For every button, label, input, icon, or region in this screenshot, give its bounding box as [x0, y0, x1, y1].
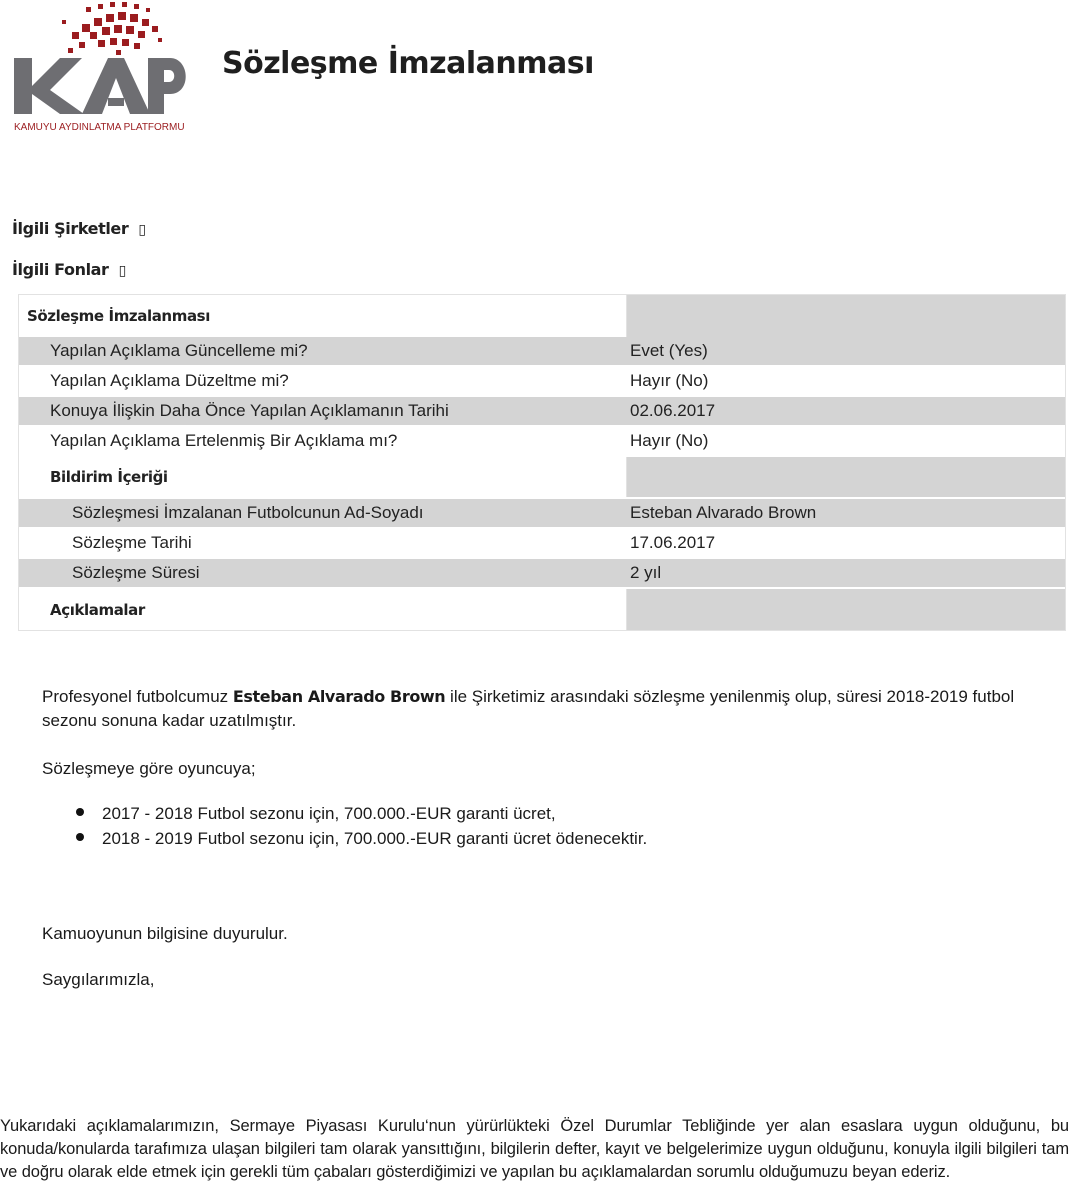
section-header-row — [19, 457, 1065, 497]
row-label: Konuya İlişkin Daha Önce Yapılan Açıklamanın Tarihi — [50, 401, 449, 420]
row-value: 02.06.2017 — [630, 401, 716, 420]
row-label: Sözleşmesi İmzalanan Futbolcunun Ad-Soyadı — [72, 503, 424, 522]
logo-subtitle: KAMUYU AYDINLATMA PLATFORMU — [14, 122, 185, 133]
row-value: Esteban Alvarado Brown — [630, 503, 817, 522]
table-row — [19, 397, 1065, 425]
row-label: Yapılan Açıklama Güncelleme mi? — [50, 341, 308, 360]
row-label: Sözleşme Süresi — [72, 563, 200, 582]
disclosure-detail-table — [18, 294, 1066, 631]
row-value: Evet (Yes) — [630, 341, 708, 360]
table-row — [19, 529, 1065, 557]
remarks-section-title: Açıklamalar — [50, 600, 145, 619]
table-row — [19, 499, 1065, 527]
content-section-title: Bildirim İçeriği — [50, 468, 168, 486]
section-value-cell — [626, 295, 1065, 337]
row-label: Yapılan Açıklama Ertelenmiş Bir Açıklama mı? — [50, 431, 398, 450]
row-value: Hayır (No) — [630, 431, 709, 450]
payment-list — [76, 801, 647, 851]
player-name: Esteban Alvarado Brown — [232, 687, 446, 706]
section-value-cell — [626, 589, 1065, 630]
list-item: 2017 - 2018 Futbol sezonu için, 700.000.-EUR garanti ücret, — [76, 801, 647, 826]
table-row — [19, 367, 1065, 395]
paragraph-text: Kamuoyunun bilgisine duyurulur. — [42, 924, 288, 943]
table-row — [19, 427, 1065, 455]
related-funds-toggle[interactable] — [12, 260, 126, 279]
section-value-cell — [626, 457, 1065, 497]
related-companies-label: İlgili Şirketler — [12, 219, 129, 238]
paragraph-text: Sözleşmeye göre oyuncuya; — [42, 759, 256, 778]
row-value: Hayır (No) — [630, 371, 709, 390]
table-row — [19, 559, 1065, 587]
table-row — [19, 337, 1065, 365]
announcement-paragraph — [42, 685, 1052, 733]
legal-disclaimer: Yukarıdaki açıklamalarımızın, Sermaye Piyasası Kurulu‘nun yürürlükteki Özel Durumlar Tebliğinde yer alan esaslara uygun olduğunu, bu konuda/konularda tarafımıza ulaşan bilgileri tam olarak yansıttığını, bilgilerin defter, kayıt ve belgelerimize uygun olduğunu, konuyla ilgili bilgileri tam ve doğru olarak elde etmek için gerekli tüm çabaları gösterdiğimizi ve yapılan bu açıklamalardan sorumlu olduğumuzu beyan ederiz. — [0, 1117, 1069, 1181]
announcement-paragraph — [42, 922, 1052, 946]
section-title: Sözleşme İmzalanması — [27, 307, 210, 325]
page-title: Sözleşme İmzalanması — [222, 46, 594, 81]
row-label: Yapılan Açıklama Düzeltme mi? — [50, 371, 289, 390]
related-companies-toggle[interactable] — [12, 219, 146, 238]
paragraph-text: ile Şirketimiz arasındaki sözleşme yenilenmiş olup, süresi 2018-2019 futbol sezonu sonuna kadar uzatılmıştır. — [42, 687, 1015, 730]
expand-icon: ▯ — [138, 222, 146, 238]
paragraph-text: Profesyonel futbolcumuz — [42, 687, 233, 706]
related-funds-label: İlgili Fonlar — [12, 260, 109, 279]
row-value: 17.06.2017 — [630, 533, 716, 552]
kap-logo[interactable] — [12, 2, 192, 138]
list-item: 2018 - 2019 Futbol sezonu için, 700.000.-EUR garanti ücret ödenecektir. — [76, 826, 647, 851]
expand-icon: ▯ — [118, 263, 126, 279]
page-header — [0, 0, 1069, 150]
section-header-row — [19, 295, 1065, 337]
closing-text: Saygılarımızla, — [42, 970, 155, 989]
row-value: 2 yıl — [630, 563, 662, 582]
announcement-paragraph — [42, 757, 1052, 781]
row-label: Sözleşme Tarihi — [72, 533, 192, 552]
announcement-paragraph — [42, 968, 1052, 992]
section-header-row — [19, 589, 1065, 630]
